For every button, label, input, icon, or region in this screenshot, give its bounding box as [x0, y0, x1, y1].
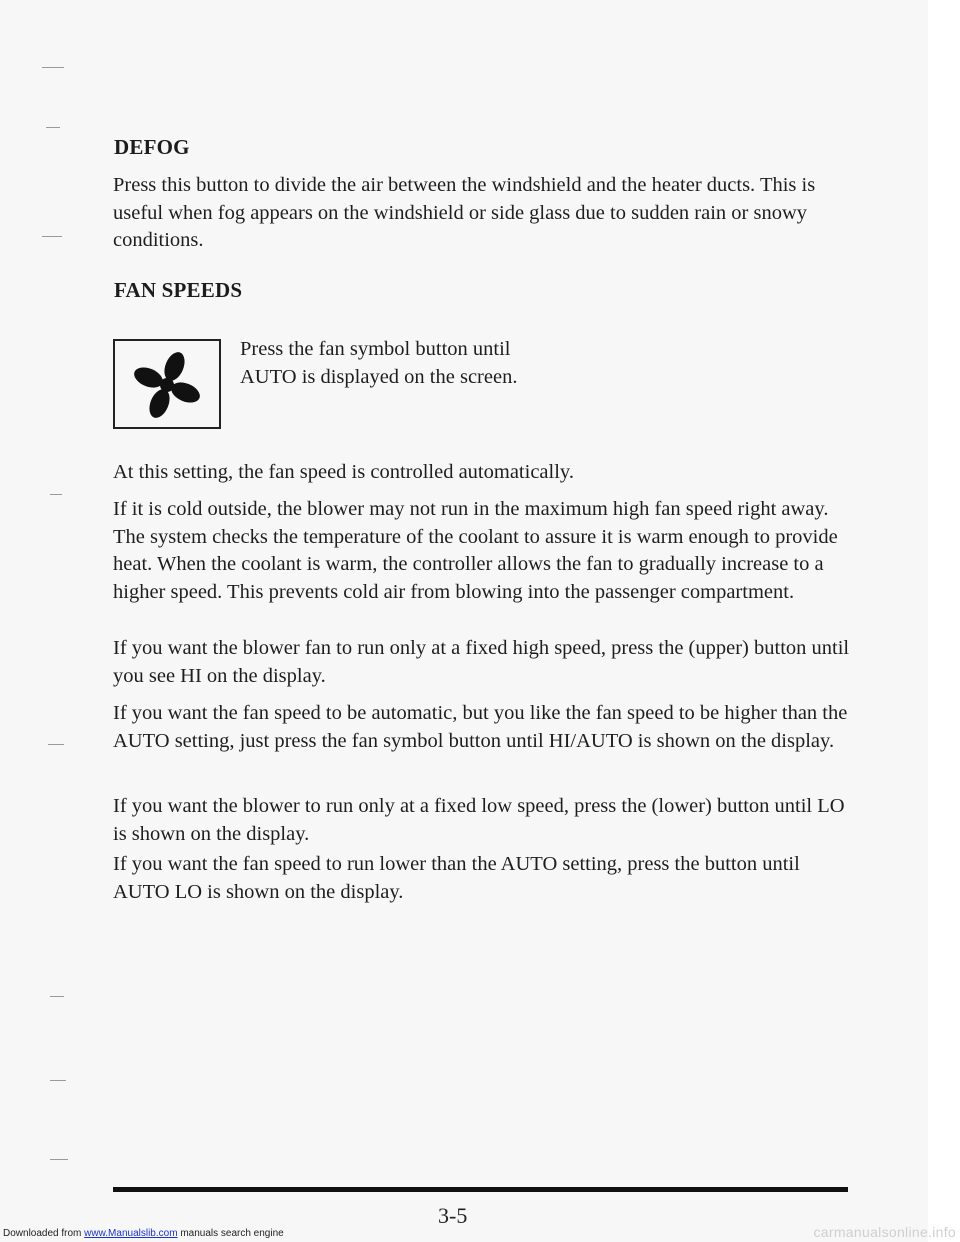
margin-mark: [42, 67, 64, 68]
defog-heading: DEFOG: [114, 135, 190, 159]
fan-paragraph-high: If you want the blower fan to run only at a fixed high speed, press the (upper) button until you see HI on the display.: [113, 637, 850, 687]
footer-suffix: manuals search engine: [180, 1228, 284, 1239]
margin-mark: [50, 494, 62, 495]
fan-paragraph-low: If you want the blower to run only at a fixed low speed, press the (lower) button until LO is shown on the display.: [113, 795, 845, 845]
fan-paragraph-hi-auto: If you want the fan speed to be automatic, but you like the fan speed to be higher than the AUTO setting, just press the fan symbol button until HI/AUTO is shown on the display.: [113, 702, 848, 752]
footer-rule: [113, 1187, 848, 1192]
page-number: 3-5: [438, 1203, 468, 1228]
margin-mark: [50, 996, 64, 997]
margin-mark: [46, 127, 60, 128]
fan-icon: [115, 341, 219, 427]
fan-speeds-heading: FAN SPEEDS: [114, 278, 243, 302]
fan-button-illustration: [113, 339, 221, 429]
download-footer: [3, 1228, 284, 1239]
manualslib-link[interactable]: www.Manualslib.com: [84, 1228, 178, 1239]
margin-mark: [48, 744, 64, 745]
site-watermark: carmanualsonline.info: [813, 1224, 956, 1240]
margin-mark: [50, 1159, 68, 1160]
fan-button-caption: Press the fan symbol button until AUTO is displayed on the screen.: [240, 338, 518, 388]
margin-mark: [50, 1080, 66, 1081]
footer-prefix: Downloaded from: [3, 1228, 82, 1239]
fan-paragraph-cold: If it is cold outside, the blower may not run in the maximum high fan speed right away. The system checks the temperature of the coolant to assure it is warm enough to provide heat. When the coolant is warm, the controller allows the fan to gradually increase to a higher speed. This prevents cold air from blowing into the passenger compartment.: [113, 498, 838, 603]
fan-paragraph-auto-lo: If you want the fan speed to run lower than the AUTO setting, press the button until AUTO LO is shown on the display.: [113, 853, 800, 903]
margin-mark: [42, 236, 62, 237]
page-margin: [928, 0, 960, 1242]
defog-description: Press this button to divide the air between the windshield and the heater ducts. This is useful when fog appears on the windshield or side glass due to sudden rain or snowy conditions.: [113, 174, 816, 251]
fan-paragraph-auto: At this setting, the fan speed is controlled automatically.: [113, 461, 574, 483]
